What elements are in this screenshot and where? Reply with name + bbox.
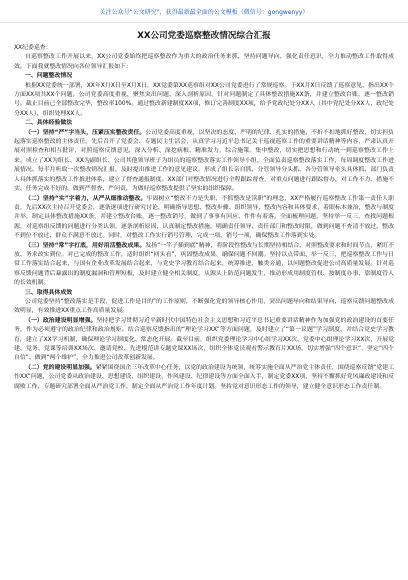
section-3-item-2 bbox=[14, 364, 394, 392]
section-3-item-1 bbox=[14, 317, 394, 364]
section-heading-1: 一、问题整改情况 bbox=[25, 73, 73, 80]
section-2-item-2 bbox=[14, 195, 394, 242]
document-title: XX公司党委巡察整改情况综合汇报 bbox=[137, 31, 271, 41]
intro-paragraph: 自巡察整改工作开展以来，XX公司党委始终把巡察整改作为重大的政治任务来抓，坚持问题导向，强化责任意识，全力推动整改工作取得成效。下面我就整改情况向各位领导汇报如下： bbox=[14, 54, 394, 70]
body-text: 牢固树立“整改不力是失职，不抓整改是渎职”的理念，XX严格履行巡察整改工作第一责任人职责，先后XX次主持召开党委会，逐条逐项进行研究讨论，明确指导思想、整改步骤、组织领导、整改内容和具体要求，着眼标本兼治，整改与制度并举，制定具体整改措施XX条，并建立整改台账，逐一整改销号，做到了事事有回应、件件有着落。全面梳理问题，坚持举一反三，查找问题根源，对巡察组反馈的问题进行分类认领，逐条剖析原因，认真制定整改措施，明确责任领导、责任部门和整改时限，做到问题不查清不放过、整改不到位不放过、群众不满意不放过。同时，对整改工作实行销号管理，完成一项、销号一项，确保整改工作落到实处。 bbox=[14, 195, 394, 240]
subheading: （二）党的建设明显加强。 bbox=[25, 364, 96, 371]
body-text: 坚持把学习贯彻习近平新时代中国特色社会主义思想和习近平总书记重要讲话精神作为加强党的政治建设的首要任务，作为必须遵守的政治纪律和政治规矩。结合巡察反馈指出的“理论学习XX”等方面问题，及时建立了“第一议题”学习制度，并结合党史学习教育，建立了XX学习机制，确保理论学习制度化、常态化开展。截至目前，组织党委理论学习中心组学习XX次、党委中心组理论学习XX次，开展党建、党务、党课等培训XX场次、邀请党校、先进模范讲专题党课XX场次，组织全体党员观看警示教育片XX场，切实增强“四个意识”、坚定“四个自信”、做到“两个维护”，全力推进公司改革创新发展。 bbox=[14, 317, 395, 362]
section-2-item-1 bbox=[14, 129, 394, 195]
section-2-item-3 bbox=[14, 242, 394, 289]
subheading: （一）坚持“严”字当头，压紧压实整改责任。 bbox=[25, 129, 146, 136]
subheading: （一）政治建设明显增强。 bbox=[25, 317, 97, 324]
section-heading-2: 二、具体经验做法 bbox=[25, 120, 73, 127]
section-3-paragraph: 公司党委坚持“整改落实是手段，促进工作是目的”的工作原则，不断强化党的领导核心作用，突出问题导向和结果导向，巡察反馈问题整改成效明显，有效推进XX重点工作高质量发展。 bbox=[14, 298, 394, 315]
section-1-paragraph: 根据XX党委统一部署，XX年X月X日至X月X日，XX党委第XX巡察组对XX公司党委进行了常规巡察。于XX月X日反馈了巡察意见，指出XX个方面XX项共XX个问题。公司党委高度重视，聚焦突出问题、深入剖析原因，针对问题制定了具体整改措施XX条，并建立整改台账，逐一整改销号。截止目前已全部整改完毕，整改率100%。通过整改新建制度XX项，修订完善制度XX项，给予党政纪处分XX人（其中党纪处分XX人，政纪处分XX人），组织处理XX人。 bbox=[14, 82, 394, 117]
body-text: 紧紧围绕国企三年改革中心任务，以党的政治建设为统领，统筹实施全面从严治党主体责任，围绕巡察反馈“党建工作XX”问题，公司党委从政治建设、思想建设、组织建设、作风建设、纪律建设等方面全面入手，制定党委XX项，坚持不懈抓好党风廉政建设和反腐败工作，专题研究部署全面从严治党工作，制定全面从严治党工作年度计划。坚持党对意识形态工作的领导，建立健全意识形态工作责任制。 bbox=[14, 364, 394, 390]
salutation: XX纪委巡查： bbox=[14, 45, 52, 51]
subheading: （二）坚持“实”字着力，从严从细推动整改。 bbox=[25, 195, 147, 202]
wechat-banner[interactable]: 关注公众号“公文研究”，获得最新最全面的公文模板（微信号：gongwenyy） bbox=[0, 0, 408, 23]
subheading: （三）坚持“常”字打底，用好用活整改成果。 bbox=[25, 242, 146, 249]
body-text: 发扬“一竿子插到底”精神，将阶段性整改与长期坚持相结合，对照整改要求和时间节点，紧盯不放、务求改实到位。对已完成的整改工作，适时组织“回头看”，巩固整改成果，确保问题不回潮。坚持以点带面、举一反三，把巡察整改工作与日常工作落实结合起来，与国有企业改革发展结合起来，与党史学习教育结合起来，统筹推进，触类旁通，以问题整改促进公司高质量发展。针对巡察反馈问题背后暴露出的制度漏洞和管理短板，及时建立健全相关制度，从源头上防范问题发生，推动形成用制度管权、按制度办事、靠制度管人的长效机制。 bbox=[14, 242, 394, 287]
section-heading-3: 三、取得具体成效 bbox=[25, 289, 73, 296]
body-text: 公司党委高度重视，以坚决的态度、严明的纪律、扎实的措施，不折不扣地抓好整改，切实担负起落实巡察整改的主体责任。先后召开了党委会、专题民主生活会，从真学习习近平总书记关于巡视巡察工作的重要讲话精神等内容，严肃认真开展对照检查和相互批评，对照巡察反馈意见，深入分析、深挖病根、精准发力，综合施策。集中整改，切实把思想和行动统一到巡察整改工作上来。成立了XX为组长、XX为副组长、公司其他领导班子为组员的巡察整改落实工作领导小组，全面负责巡察整改落实工作，每周调度整改工作进展情况。每半月听取一次整改情况汇报，及时提出推进工作的意见建议。形成了组长亲自抓、分管领导分头抓、各分管领导牵头具体抓、部门负责人具体抓落实的整改工作推进体系，建立了督查通报制度。XX部门对整改情况进行全程跟踪督查，对重点问题进行跟踪督办，对工作不力、措施不实、任务完成不好的，做到严督查、严问责，为做好巡察整改提供了坚实的组织保障。 bbox=[14, 129, 395, 193]
